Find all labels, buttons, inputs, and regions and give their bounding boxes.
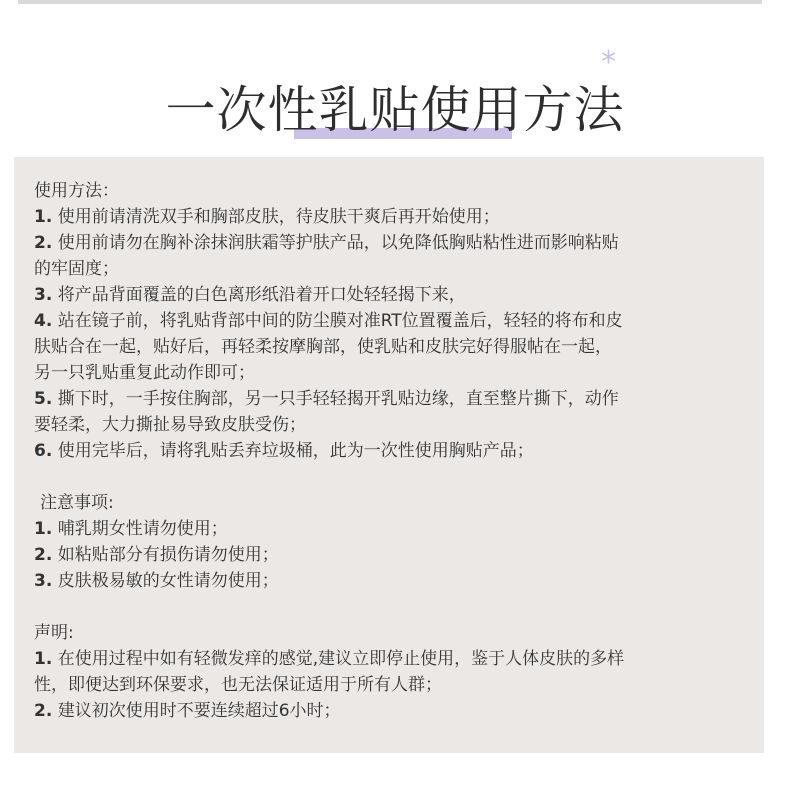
- item-number: 4.: [34, 311, 53, 331]
- usage-item: [34, 282, 734, 308]
- item-text: 如粘贴部分有损伤请勿使用；: [52, 545, 279, 565]
- item-text: 皮肤极易敏的女性请勿使用；: [52, 571, 279, 591]
- item-number: 1.: [34, 519, 53, 539]
- usage-item: [34, 386, 734, 412]
- section-gap: [34, 594, 734, 620]
- usage-heading: 使用方法：: [34, 181, 119, 201]
- item-text: 使用完毕后，请将乳贴丢弃垃圾桶，此为一次性使用胸贴产品；: [52, 441, 534, 461]
- item-text: 使用前请清洗双手和胸部皮肤，待皮肤干爽后再开始使用；: [52, 207, 500, 227]
- item-number: 3.: [34, 285, 53, 305]
- item-text: 撕下时，一手按住胸部，另一只手轻轻揭开乳贴边缘，直至整片撕下，动作: [52, 389, 619, 409]
- section-gap: [34, 464, 734, 490]
- item-text: 站在镜子前，将乳贴背部中间的防尘膜对准RT位置覆盖后，轻轻的将布和皮: [52, 311, 623, 331]
- usage-item: [34, 204, 734, 230]
- item-text: 将产品背面覆盖的白色离形纸沿着开口处轻轻揭下来，: [52, 285, 466, 305]
- notes-heading: 注意事项:: [40, 493, 114, 513]
- notes-item: [34, 516, 734, 542]
- usage-item-continued: 肤贴合在一起，贴好后，再轻柔按摩胸部，使乳贴和皮肤完好得服帖在一起，: [34, 337, 612, 357]
- notes-item: [34, 542, 734, 568]
- statement-item: [34, 646, 734, 672]
- notes-item: [34, 568, 734, 594]
- item-number: 6.: [34, 441, 53, 461]
- usage-item-continued: 另一只乳贴重复此动作即可；: [34, 363, 255, 383]
- statement-heading: 声明:: [34, 623, 74, 643]
- instructions-content: [34, 178, 734, 724]
- item-text: 在使用过程中如有轻微发痒的感觉,建议立即停止使用，鉴于人体皮肤的多样: [52, 649, 625, 669]
- usage-item: [34, 308, 734, 334]
- item-text: 哺乳期女性请勿使用；: [52, 519, 228, 539]
- usage-item-continued: 要轻柔，大力撕扯易导致皮肤受伤；: [34, 415, 306, 435]
- item-text: 建议初次使用时不要连续超过6小时；: [52, 701, 341, 721]
- usage-item: [34, 438, 734, 464]
- item-number: 3.: [34, 571, 53, 591]
- item-number: 5.: [34, 389, 53, 409]
- star-icon: *: [601, 45, 616, 80]
- usage-item-continued: 的牢固度；: [34, 259, 119, 279]
- item-number: 1.: [34, 207, 53, 227]
- statement-item: [34, 698, 734, 724]
- usage-item: [34, 230, 734, 256]
- statement-item-continued: 性，即便达到环保要求，也无法保证适用于所有人群；: [34, 675, 442, 695]
- item-number: 2.: [34, 701, 53, 721]
- page-title: 一次性乳贴使用方法: [165, 81, 625, 139]
- item-text: 使用前请勿在胸补涂抹润肤霜等护肤产品，以免降低胸贴粘性进而影响粘贴: [52, 233, 619, 253]
- item-number: 1.: [34, 649, 53, 669]
- item-number: 2.: [34, 233, 53, 253]
- top-divider: [18, 0, 762, 4]
- item-number: 2.: [34, 545, 53, 565]
